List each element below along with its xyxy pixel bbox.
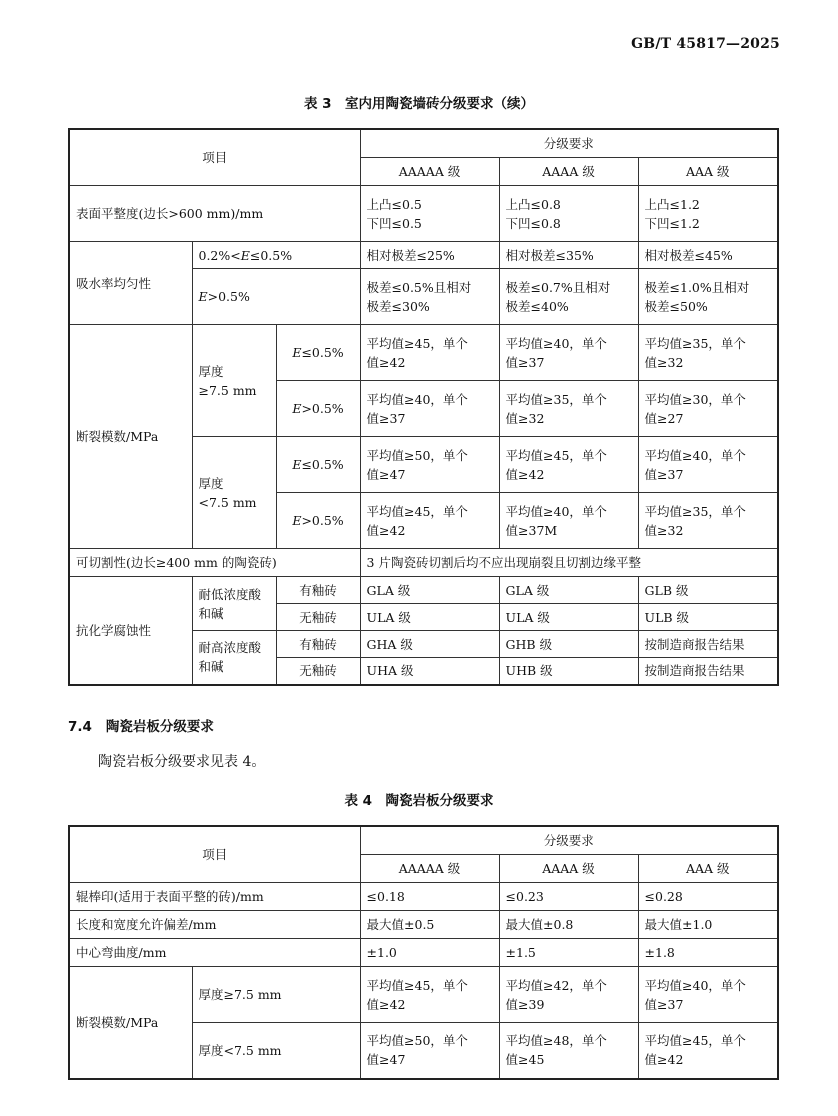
t4-rupture-cell: 平均值≥50，单个 值≥47 bbox=[360, 1023, 499, 1079]
t3-rupture-cell: 平均值≥45，单个 值≥42 bbox=[360, 493, 499, 549]
t3-e-cond: E≤0.5% bbox=[276, 437, 360, 493]
t3-water-cell: 相对极差≤25% bbox=[360, 242, 499, 269]
t3-e-cond: E>0.5% bbox=[276, 381, 360, 437]
t3-chem-glazed: 有釉砖 bbox=[276, 577, 360, 604]
t3-rupture-cell: 平均值≥35，单个 值≥32 bbox=[499, 381, 638, 437]
t4-size-cell: 最大值±1.0 bbox=[638, 911, 778, 939]
t4-rupture-cell: 平均值≥40，单个 值≥37 bbox=[638, 967, 778, 1023]
table3-caption: 表 3 室内用陶瓷墙砖分级要求（续） bbox=[303, 96, 535, 112]
t4-thick1: 厚度≥7.5 mm bbox=[192, 967, 360, 1023]
section-heading bbox=[68, 715, 214, 735]
t3-chem-cell: UHB 级 bbox=[499, 658, 638, 685]
t4-header-item: 项目 bbox=[69, 826, 360, 883]
t4-rupture-cell: 平均值≥45，单个 值≥42 bbox=[360, 967, 499, 1023]
t4-roller-cell: ≤0.18 bbox=[360, 883, 499, 911]
t3-chem-low: 耐低浓度酸 和碱 bbox=[192, 577, 276, 631]
t4-warp-cell: ±1.8 bbox=[638, 939, 778, 967]
t3-water-cond2: E>0.5% bbox=[192, 269, 360, 325]
t4-header-group: 分级要求 bbox=[360, 826, 778, 855]
t3-chem-cell: GLA 级 bbox=[360, 577, 499, 604]
t3-water-cell: 极差≤0.7%且相对 极差≤40% bbox=[499, 269, 638, 325]
t3-header-item: 项目 bbox=[69, 129, 360, 186]
t3-water-cell: 相对极差≤35% bbox=[499, 242, 638, 269]
t3-e-cond: E≤0.5% bbox=[276, 325, 360, 381]
table3 bbox=[68, 128, 779, 686]
section-title: 陶瓷岩板分级要求 bbox=[105, 719, 214, 735]
t3-cut-label: 可切割性(边长≥400 mm 的陶瓷砖) bbox=[69, 549, 360, 577]
t3-rupture-cell: 平均值≥40，单个 值≥37 bbox=[499, 325, 638, 381]
t3-rupture-cell: 平均值≥40，单个 值≥37M bbox=[499, 493, 638, 549]
t4-rupture-cell: 平均值≥48，单个 值≥45 bbox=[499, 1023, 638, 1079]
t3-chem-cell: ULA 级 bbox=[360, 604, 499, 631]
t3-chem-unglazed: 无釉砖 bbox=[276, 658, 360, 685]
t3-chem-cell: ULA 级 bbox=[499, 604, 638, 631]
t3-rupture-cell: 平均值≥40，单个 值≥37 bbox=[360, 381, 499, 437]
t3-rupture-cell: 平均值≥35，单个 值≥32 bbox=[638, 325, 778, 381]
t3-chem-cell: 按制造商报告结果 bbox=[638, 631, 778, 658]
t3-flatness-label: 表面平整度(边长>600 mm)/mm bbox=[69, 186, 360, 242]
t4-grade: AAAAA 级 bbox=[360, 855, 499, 883]
t3-rupture-label: 断裂模数/MPa bbox=[69, 325, 192, 549]
t4-rupture-cell: 平均值≥42，单个 值≥39 bbox=[499, 967, 638, 1023]
t3-water-cell: 相对极差≤45% bbox=[638, 242, 778, 269]
t3-chem-cell: GLA 级 bbox=[499, 577, 638, 604]
t4-warp-label: 中心弯曲度/mm bbox=[69, 939, 360, 967]
t3-chem-cell: GHB 级 bbox=[499, 631, 638, 658]
t3-water-cell: 极差≤1.0%且相对 极差≤50% bbox=[638, 269, 778, 325]
t3-grade: AAAAA 级 bbox=[360, 158, 499, 186]
t3-chem-cell: UHA 级 bbox=[360, 658, 499, 685]
t4-grade: AAA 级 bbox=[638, 855, 778, 883]
t4-grade: AAAA 级 bbox=[499, 855, 638, 883]
t4-warp-cell: ±1.5 bbox=[499, 939, 638, 967]
t3-chem-unglazed: 无釉砖 bbox=[276, 604, 360, 631]
section-number: 7.4 bbox=[68, 719, 92, 735]
t3-water-cond1: 0.2%<E≤0.5% bbox=[192, 242, 360, 269]
t3-e-cond: E>0.5% bbox=[276, 493, 360, 549]
t3-rupture-cell: 平均值≥30，单个 值≥27 bbox=[638, 381, 778, 437]
t3-flatness-cell: 上凸≤0.5 下凹≤0.5 bbox=[360, 186, 499, 242]
t3-chem-label: 抗化学腐蚀性 bbox=[69, 577, 192, 685]
t3-rupture-cell: 平均值≥35，单个 值≥32 bbox=[638, 493, 778, 549]
t4-roller-cell: ≤0.28 bbox=[638, 883, 778, 911]
t3-thick2: 厚度 <7.5 mm bbox=[192, 437, 276, 549]
t4-rupture-cell: 平均值≥45，单个 值≥42 bbox=[638, 1023, 778, 1079]
t4-size-cell: 最大值±0.8 bbox=[499, 911, 638, 939]
t3-water-label: 吸水率均匀性 bbox=[69, 242, 192, 325]
t3-cut-value: 3 片陶瓷砖切割后均不应出现崩裂且切割边缘平整 bbox=[360, 549, 778, 577]
section-paragraph: 陶瓷岩板分级要求见表 4。 bbox=[98, 754, 266, 770]
t3-chem-cell: ULB 级 bbox=[638, 604, 778, 631]
t4-roller-cell: ≤0.23 bbox=[499, 883, 638, 911]
t3-header-group: 分级要求 bbox=[360, 129, 778, 158]
t3-chem-high: 耐高浓度酸 和碱 bbox=[192, 631, 276, 685]
t3-chem-glazed: 有釉砖 bbox=[276, 631, 360, 658]
t4-size-label: 长度和宽度允许偏差/mm bbox=[69, 911, 360, 939]
t3-chem-cell: GLB 级 bbox=[638, 577, 778, 604]
t3-rupture-cell: 平均值≥50，单个 值≥47 bbox=[360, 437, 499, 493]
table4 bbox=[68, 825, 779, 1080]
t3-thick1: 厚度 ≥7.5 mm bbox=[192, 325, 276, 437]
t4-roller-label: 辊棒印(适用于表面平整的砖)/mm bbox=[69, 883, 360, 911]
t3-flatness-cell: 上凸≤0.8 下凹≤0.8 bbox=[499, 186, 638, 242]
t3-flatness-cell: 上凸≤1.2 下凹≤1.2 bbox=[638, 186, 778, 242]
t4-warp-cell: ±1.0 bbox=[360, 939, 499, 967]
t4-thick2: 厚度<7.5 mm bbox=[192, 1023, 360, 1079]
t3-rupture-cell: 平均值≥45，单个 值≥42 bbox=[499, 437, 638, 493]
t3-rupture-cell: 平均值≥40，单个 值≥37 bbox=[638, 437, 778, 493]
t3-grade: AAA 级 bbox=[638, 158, 778, 186]
t3-chem-cell: GHA 级 bbox=[360, 631, 499, 658]
t3-rupture-cell: 平均值≥45，单个 值≥42 bbox=[360, 325, 499, 381]
standard-code: GB/T 45817—2025 bbox=[631, 36, 780, 52]
t3-grade: AAAA 级 bbox=[499, 158, 638, 186]
t4-size-cell: 最大值±0.5 bbox=[360, 911, 499, 939]
table4-caption: 表 4 陶瓷岩板分级要求 bbox=[344, 793, 494, 809]
t4-rupture-label: 断裂模数/MPa bbox=[69, 967, 192, 1079]
t3-chem-cell: 按制造商报告结果 bbox=[638, 658, 778, 685]
t3-water-cell: 极差≤0.5%且相对 极差≤30% bbox=[360, 269, 499, 325]
